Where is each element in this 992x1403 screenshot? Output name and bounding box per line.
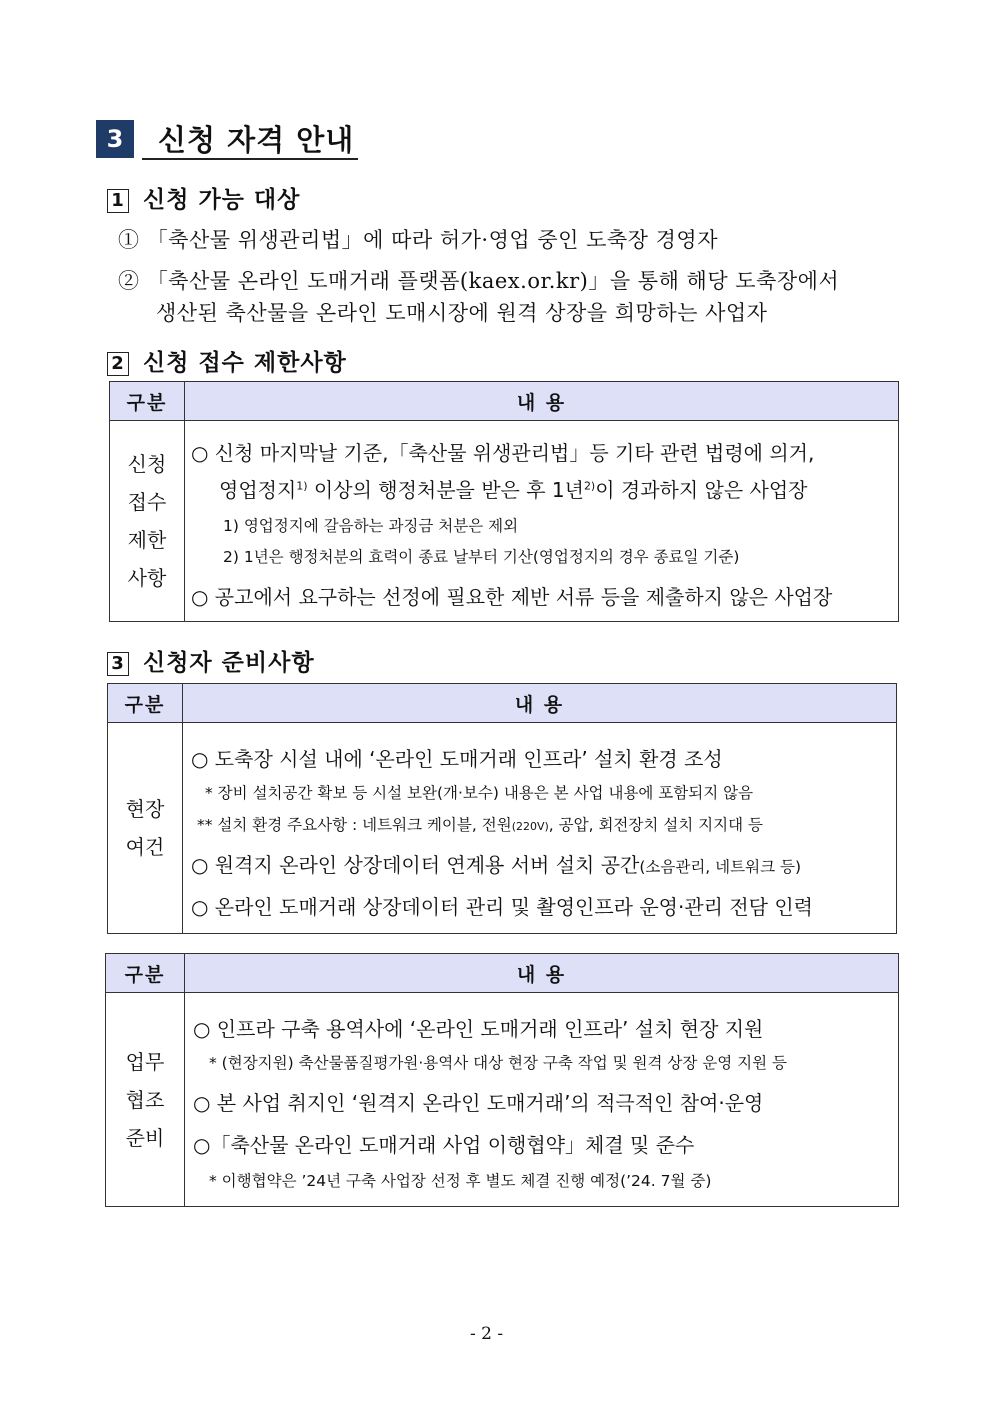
restrictions-table-header (110, 382, 899, 421)
cooperation-table-header (106, 954, 899, 993)
section-title-underline (142, 158, 358, 160)
category-line: 접수 (127, 490, 167, 514)
restriction-line-2-part: 이상의 행정처분을 받은 후 1년 (307, 478, 584, 502)
sub3-title: 신청자 준비사항 (143, 650, 315, 676)
restrictions-content-cell (185, 421, 899, 622)
sub3-heading (107, 644, 315, 677)
restrictions-header-category: 구분 (110, 382, 185, 421)
sub1-item-2-continued: 생산된 축산물을 온라인 도매시장에 원격 상장을 희망하는 사업자 (156, 301, 768, 325)
category-line: 여건 (125, 835, 165, 859)
cooperation-line-1: ○ 인프라 구축 용역사에 ‘온라인 도매거래 인프라’ 설치 현장 지원 (193, 1017, 764, 1041)
cooperation-header-category: 구분 (106, 954, 185, 993)
sub1-item-2-marker: ② (118, 269, 140, 293)
category-line: 협조 (125, 1087, 165, 1112)
sub1-title: 신청 가능 대상 (143, 187, 301, 213)
sub1-item-2 (118, 265, 839, 295)
preparation-note-2-small: (220V) (511, 820, 549, 833)
sub1-item-1-marker: ① (118, 228, 140, 252)
restriction-line-1: ○ 신청 마지막날 기준,「축산물 위생관리법」등 기타 관련 법령에 의거, (191, 441, 815, 465)
category-line: 현장 (125, 797, 165, 821)
cooperation-note-1: * (현장지원) 축산물품질평가원·용역사 대상 현장 구축 작업 및 원격 상장 운영 지원 등 (209, 1054, 788, 1072)
restriction-line-2-part: 이 경과하지 않은 사업장 (595, 478, 808, 502)
section-number-badge: 3 (96, 120, 134, 158)
preparation-table (107, 683, 897, 934)
page-number: - 2 - (470, 1324, 504, 1344)
cooperation-line-2: ○ 본 사업 취지인 ‘원격지 온라인 도매거래’의 적극적인 참여·운영 (193, 1091, 764, 1115)
preparation-line-2 (191, 849, 801, 878)
sub1-item-1-text: 「축산물 위생관리법」에 따라 허가·영업 중인 도축장 경영자 (146, 228, 718, 252)
sub3-number-box: 3 (107, 652, 129, 676)
preparation-content-cell (183, 723, 897, 934)
category-line: 준비 (125, 1125, 165, 1150)
cooperation-content-cell (185, 993, 899, 1207)
preparation-line-3: ○ 온라인 도매거래 상장데이터 관리 및 촬영인프라 운영·관리 전담 인력 (191, 895, 813, 919)
preparation-category-cell (108, 723, 183, 934)
section-title: 신청 자격 안내 (158, 123, 355, 157)
sub2-heading (107, 344, 347, 377)
footnote-ref-1: 1) (296, 479, 308, 493)
category-line: 업무 (125, 1049, 165, 1074)
cooperation-category-cell (106, 993, 185, 1207)
restrictions-category-cell (110, 421, 185, 622)
sub1-item-2-text: 「축산물 온라인 도매거래 플랫폼(kaex.or.kr)」을 통해 해당 도축장에서 (146, 269, 840, 293)
preparation-note-1: * 장비 설치공간 확보 등 시설 보완(개·보수) 내용은 본 사업 내용에 포함되지 않음 (205, 784, 754, 802)
preparation-table-row (108, 723, 897, 934)
category-line: 제한 (127, 528, 167, 552)
cooperation-table-row (106, 993, 899, 1207)
restrictions-table (109, 381, 899, 622)
cooperation-note-2: * 이행협약은 ’24년 구축 사업장 선정 후 별도 체결 진행 예정(’24. 7월 중) (209, 1172, 712, 1190)
preparation-table-header (108, 684, 897, 723)
preparation-note-2-part: , 공압, 회전장치 설치 지지대 등 (548, 816, 763, 834)
restrictions-header-content: 내 용 (185, 382, 899, 421)
restriction-line-2 (219, 474, 808, 503)
cooperation-header-content: 내 용 (185, 954, 899, 993)
preparation-header-category: 구분 (108, 684, 183, 723)
sub2-title: 신청 접수 제한사항 (143, 350, 347, 376)
preparation-header-content: 내 용 (183, 684, 897, 723)
cooperation-line-3: ○「축산물 온라인 도매거래 사업 이행협약」체결 및 준수 (193, 1133, 695, 1157)
restrictions-table-row (110, 421, 899, 622)
restriction-note-1: 1) 영업정지에 갈음하는 과징금 처분은 제외 (223, 517, 519, 535)
cooperation-table (105, 953, 899, 1207)
sub2-number-box: 2 (107, 352, 129, 376)
sub1-item-1 (118, 224, 718, 254)
preparation-note-2-part: ** 설치 환경 주요사항 : 네트워크 케이블, 전원 (197, 816, 512, 834)
footnote-ref-2: 2) (583, 479, 596, 493)
category-line: 사항 (127, 566, 167, 590)
restriction-note-2: 2) 1년은 행정처분의 효력이 종료 날부터 기산(영업정지의 경우 종료일 기준) (223, 548, 740, 566)
sub1-heading (107, 181, 300, 214)
preparation-line-2-part: ○ 원격지 온라인 상장데이터 연계용 서버 설치 공간 (191, 853, 640, 877)
preparation-line-2-small: (소음관리, 네트워크 등) (639, 858, 801, 876)
category-line: 신청 (127, 452, 167, 476)
restriction-line-3: ○ 공고에서 요구하는 선정에 필요한 제반 서류 등을 제출하지 않은 사업장 (191, 585, 833, 609)
restriction-line-2-part: 영업정지 (219, 478, 297, 502)
preparation-note-2 (197, 813, 763, 835)
sub1-number-box: 1 (107, 189, 129, 213)
preparation-line-1: ○ 도축장 시설 내에 ‘온라인 도매거래 인프라’ 설치 환경 조성 (191, 747, 723, 771)
